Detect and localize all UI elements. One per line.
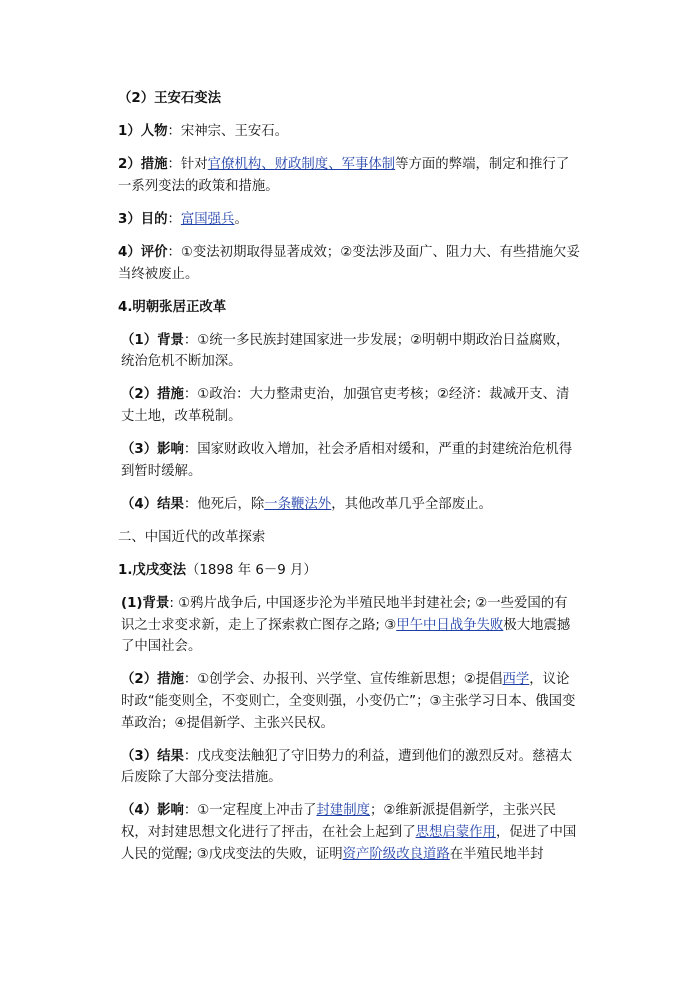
section-heading-wuxu-reform: 1.戊戌变法（1898 年 6－9 月） — [118, 563, 317, 578]
link-bourgeois-reform-path[interactable]: 资产阶级改良道路 — [342, 846, 450, 862]
label-purpose: 3）目的 — [118, 211, 168, 227]
label-evaluation: 4）评价 — [118, 244, 168, 260]
section-heading-zhang-juzheng: 4.明朝张居正改革 — [118, 299, 227, 315]
paragraph-result-wuxu: （3）结果：戊戌变法触犯了守旧势力的利益，遭到他们的激烈反对。慈禧太后废除了大部分变法措施。 — [121, 748, 573, 786]
label-impact: （3）影响 — [121, 442, 184, 458]
paragraph-impact-wuxu: （4）影响：①一定程度上冲击了封建制度；②维新派提倡新学，主张兴民权，对封建思想文化进行了抨击，在社会上起到了思想启蒙作用，促进了中国人民的觉醒; ③戊戌变法的失败，证明资产阶级改良道路在半殖民地半封 — [121, 803, 577, 862]
paragraph-background-ming: （1）背景：①统一多民族封建国家进一步发展；②明朝中期政治日益腐败，统治危机不断加深。 — [121, 332, 570, 370]
link-feudal-system[interactable]: 封建制度 — [316, 803, 370, 819]
label-background: (1)背景 — [121, 596, 170, 612]
paragraph-result-ming: （4）结果：他死后，除一条鞭法外，其他改革几乎全部废止。 — [121, 496, 492, 512]
link-bureaucracy[interactable]: 官僚机构 — [207, 157, 262, 173]
paragraph-measures-wuxu: （2）措施：①创学会、办报刊、兴学堂、宣传维新思想；②提倡西学，议论时政“能变则全，不变则亡，全变则强，小变仍亡”；③主张学习日本、俄国变革政治；④提倡新学、主张兴民权。 — [121, 672, 576, 731]
label-measures: 2）措施 — [118, 157, 168, 173]
paragraph-measures-ming: （2）措施：①政治：大力整肃吏治，加强官吏考核；②经济：裁减开支、清丈土地，改革税制。 — [121, 387, 570, 425]
label-measures: （2）措施 — [121, 672, 184, 688]
label-result: （4）结果 — [121, 496, 184, 512]
paragraph-figures — [118, 121, 580, 143]
label-background: （1）背景 — [121, 332, 184, 348]
label-result: （3）结果 — [121, 748, 184, 764]
text-figures: ：宋神宗、王安石。 — [167, 124, 289, 140]
link-single-whip-law[interactable]: 一条鞭法外 — [264, 496, 332, 512]
link-military-system[interactable]: 军事体制 — [341, 157, 396, 173]
chapter-heading-modern-reform: 二、中国近代的改革探索 — [118, 529, 266, 545]
label-figures: 1）人物 — [118, 124, 168, 140]
label-impact: （4）影响 — [121, 803, 184, 819]
paragraph-purpose: 3）目的：富国强兵。 — [118, 211, 248, 227]
paragraph-background-wuxu: (1)背景: ①鸦片战争后, 中国逐步沦为半殖民地半封建社会; ②一些爱国的有识之士求变求新，走上了探索救亡图存之路; ③甲午中日战争失败极大地震撼了中国社会。 — [121, 596, 571, 655]
link-rich-country-strong-army[interactable]: 富国强兵 — [180, 211, 235, 227]
paragraph-measures-wang: 2）措施：针对官僚机构、财政制度、军事体制等方面的弊端，制定和推行了一系列变法的政策和措施。 — [118, 157, 570, 194]
link-enlightenment[interactable]: 思想启蒙作用 — [415, 824, 496, 840]
link-sino-japanese-war[interactable]: 甲午中日战争失败 — [396, 617, 504, 633]
label-measures: （2）措施 — [121, 387, 184, 403]
section-heading-wang-anshi: （2）王安石变法 — [118, 91, 222, 106]
document-body — [118, 88, 580, 877]
link-fiscal-system[interactable]: 财政制度 — [274, 157, 329, 173]
link-western-learning[interactable]: 西学 — [502, 672, 530, 688]
paragraph-impact-ming: （3）影响：国家财政收入增加，社会矛盾相对缓和，严重的封建统治危机得到暂时缓解。 — [121, 442, 573, 479]
paragraph-evaluation: 4）评价：①变法初期取得显著成效；②变法涉及面广、阻力大、有些措施欠妥当终被废止。 — [118, 244, 580, 282]
